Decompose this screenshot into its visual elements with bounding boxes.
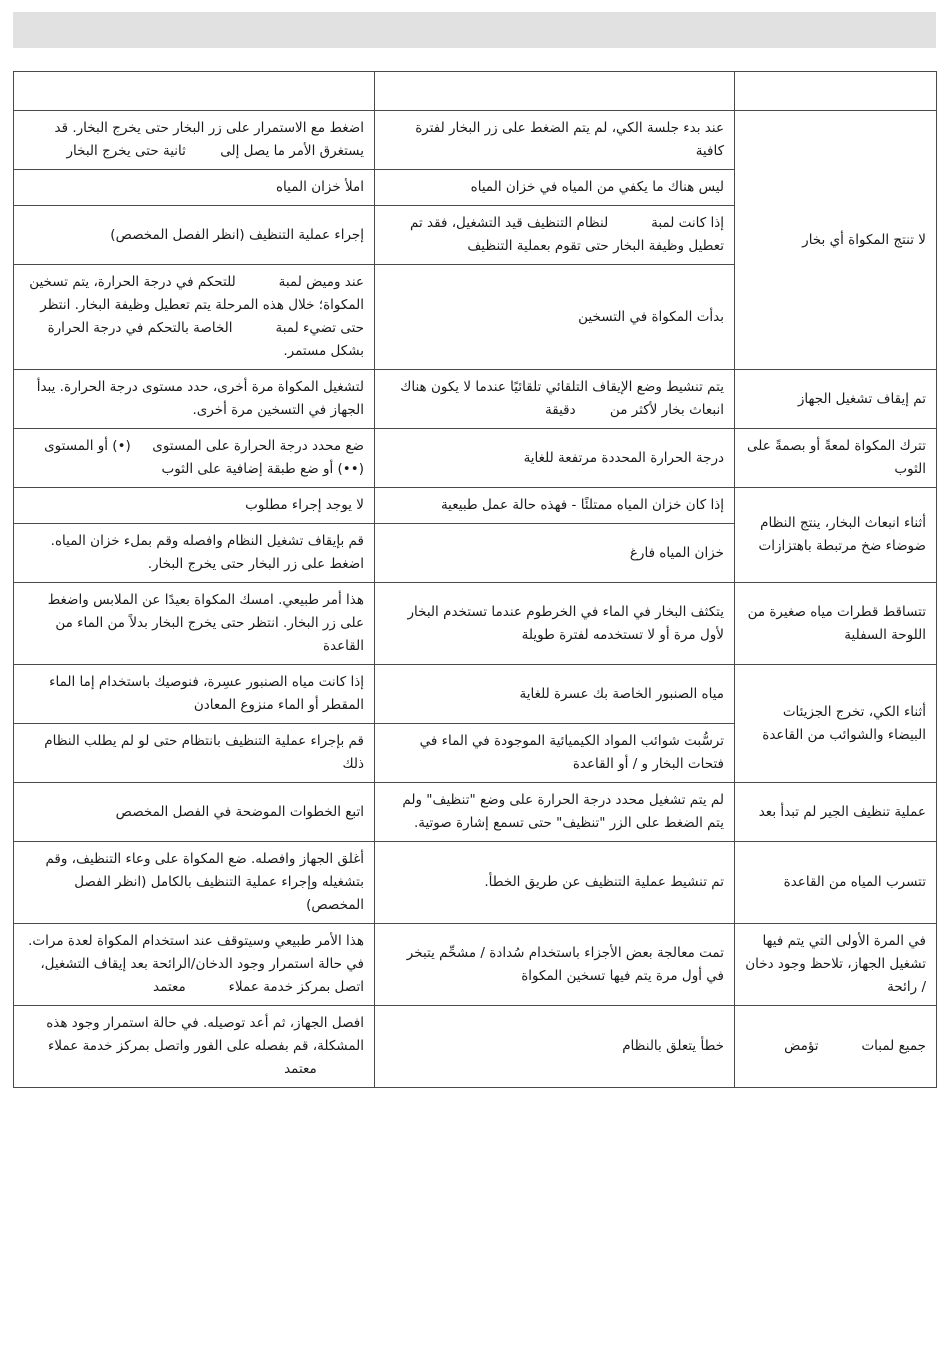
problem-cell: أثناء انبعاث البخار، ينتج النظام ضوضاء ضخ مرتبطة باهتزازات [735,488,937,583]
solution-cell: افصل الجهاز، ثم أعد توصيله. في حالة استمرار وجود هذه المشكلة، قم بفصله على الفور واتصل بمركز خدمة عملاء معتمد [14,1006,375,1088]
cause-cell: خزان المياه فارغ [375,524,735,583]
table-row [14,1006,937,1088]
problem-cell: لا تنتج المكواة أي بخار [735,111,937,370]
cause-cell: درجة الحرارة المحددة مرتفعة للغاية [375,429,735,488]
problem-cell: تتسرب المياه من القاعدة [735,842,937,924]
solution-cell: إجراء عملية التنظيف (انظر الفصل المخصص) [14,206,375,265]
table-row [14,665,937,724]
solution-cell: اتبع الخطوات الموضحة في الفصل المخصص [14,783,375,842]
page-header-bar [13,12,936,48]
cause-cell: تمت معالجة بعض الأجزاء باستخدام سُدادة / مشحِّم يتبخر في أول مرة يتم فيها تسخين المكواة [375,924,735,1006]
problem-cell: عملية تنظيف الجير لم تبدأ بعد [735,783,937,842]
cause-cell: ترسُّبت شوائب المواد الكيميائية الموجودة في الماء في فتحات البخار و / أو القاعدة [375,724,735,783]
troubleshooting-table [13,71,937,1088]
solution-cell: إذا كانت مياه الصنبور عسِرة، فنوصيك باستخدام إما الماء المقطر أو الماء منزوع المعادن [14,665,375,724]
cause-cell: إذا كان خزان المياه ممتلئًا - فهذه حالة عمل طبيعية [375,488,735,524]
cause-cell: لم يتم تشغيل محدد درجة الحرارة على وضع "تنظيف" ولم يتم الضغط على الزر "تنظيف" حتى تسمع إشارة صوتية. [375,783,735,842]
table-row [14,583,937,665]
cause-cell: عند بدء جلسة الكي، لم يتم الضغط على زر البخار لفترة كافية [375,111,735,170]
cause-cell: يتم تنشيط وضع الإيقاف التلقائي تلقائيًا عندما لا يكون هناك انبعاث بخار لأكثر من دقيقة [375,370,735,429]
problem-cell: تم إيقاف تشغيل الجهاز [735,370,937,429]
solution-cell: قم بإيقاف تشغيل النظام وافصله وقم بملء خزان المياه. اضغط على زر البخار حتى يخرج البخار. [14,524,375,583]
cause-cell: مياه الصنبور الخاصة بك عسرة للغاية [375,665,735,724]
cause-cell: تم تنشيط عملية التنظيف عن طريق الخطأ. [375,842,735,924]
header-cell-problem [735,72,937,111]
problem-cell: تتساقط قطرات مياه صغيرة من اللوحة السفلية [735,583,937,665]
solution-cell: قم بإجراء عملية التنظيف بانتظام حتى لو لم يطلب النظام ذلك [14,724,375,783]
table-header-row [14,72,937,111]
problem-cell: تترك المكواة لمعةً أو بصمةً على الثوب [735,429,937,488]
table-row [14,111,937,170]
table-row [14,429,937,488]
solution-cell: املأ خزان المياه [14,170,375,206]
solution-cell: لا يوجد إجراء مطلوب [14,488,375,524]
solution-cell: هذا الأمر طبيعي وسيتوقف عند استخدام المكواة لعدة مرات. في حالة استمرار وجود الدخان/الرائحة بعد إيقاف التشغيل، اتصل بمركز خدمة عملاء معتمد [14,924,375,1006]
solution-cell: أغلق الجهاز وافصله. ضع المكواة على وعاء التنظيف، وقم بتشغيله وإجراء عملية التنظيف بالكامل (انظر الفصل المخصص) [14,842,375,924]
table-row [14,488,937,524]
header-cell-cause [375,72,735,111]
solution-cell: ضع محدد درجة الحرارة على المستوى (•) أو المستوى (••) أو ضع طبقة إضافية على الثوب [14,429,375,488]
solution-cell: لتشغيل المكواة مرة أخرى، حدد مستوى درجة الحرارة. يبدأ الجهاز في التسخين مرة أخرى. [14,370,375,429]
solution-cell: عند وميض لمبة للتحكم في درجة الحرارة، يتم تسخين المكواة؛ خلال هذه المرحلة يتم تعطيل وظيفة البخار. انتظر حتى تضيء لمبة الخاصة بالتحكم في درجة الحرارة بشكل مستمر. [14,265,375,370]
problem-cell: جميع لمبات تؤمض [735,1006,937,1088]
table-row [14,783,937,842]
table-row [14,842,937,924]
problem-cell: أثناء الكي، تخرج الجزيئات البيضاء والشوائب من القاعدة [735,665,937,783]
cause-cell: يتكثف البخار في الماء في الخرطوم عندما تستخدم البخار لأول مرة أو لا تستخدمه لفترة طويلة [375,583,735,665]
table-row [14,370,937,429]
solution-cell: اضغط مع الاستمرار على زر البخار حتى يخرج البخار. قد يستغرق الأمر ما يصل إلى ثانية حتى يخرج البخار [14,111,375,170]
cause-cell: بدأت المكواة في التسخين [375,265,735,370]
header-cell-solution [14,72,375,111]
cause-cell: ليس هناك ما يكفي من المياه في خزان المياه [375,170,735,206]
solution-cell: هذا أمر طبيعي. امسك المكواة بعيدًا عن الملابس واضغط على زر البخار. انتظر حتى يخرج البخار بدلاً من الماء من القاعدة [14,583,375,665]
table-row [14,924,937,1006]
cause-cell: إذا كانت لمبة لنظام التنظيف قيد التشغيل، فقد تم تعطيل وظيفة البخار حتى تقوم بعملية التنظيف [375,206,735,265]
problem-cell: في المرة الأولى التي يتم فيها تشغيل الجهاز، تلاحظ وجود دخان / رائحة [735,924,937,1006]
cause-cell: خطأ يتعلق بالنظام [375,1006,735,1088]
